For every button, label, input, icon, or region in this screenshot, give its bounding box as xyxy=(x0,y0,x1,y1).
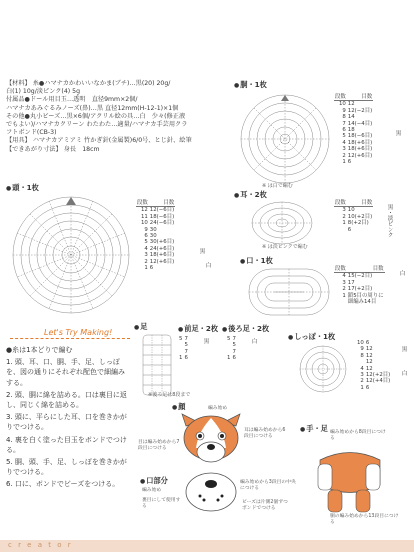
table-row: 3 17 xyxy=(342,279,355,286)
mouth-color: 白 xyxy=(398,270,405,276)
mouth-stitch-diagram xyxy=(246,266,332,318)
leg-stitch-diagram xyxy=(140,332,174,398)
body-note: ※ は白で編む xyxy=(262,183,293,189)
ear-note: ※ は淡ピンクで編む xyxy=(262,244,308,250)
mouth-part-illustration xyxy=(184,470,238,514)
steps-divider xyxy=(10,338,130,339)
table-row: 2 12(+6目) xyxy=(144,258,175,265)
materials-block xyxy=(6,80,231,154)
footer-text: c r e a t o r xyxy=(8,541,73,549)
table-row: 8 14 xyxy=(342,114,355,121)
back-leg-table xyxy=(226,336,237,362)
face-note-eyes: 目は編み始めから7段目につける xyxy=(138,440,180,451)
table-row: 5 18(−6目) xyxy=(342,133,373,140)
body-stitch-diagram xyxy=(236,92,334,186)
table-row: 11 18(−6目) xyxy=(140,213,175,220)
col-header: 段数 xyxy=(335,266,346,272)
table-row: 1 鎖5目の周りに xyxy=(342,292,384,299)
mouth-assembly-label: ● 口部分 xyxy=(140,476,168,486)
materials-line: その他●丸小ビーズ…黒×6個/アクリル絵の具…白 少々(修正液 xyxy=(6,112,186,120)
col-header: 目数 xyxy=(347,94,373,101)
steps-title: Let's Try Making! xyxy=(44,328,113,337)
back-leg-title: ● 後ろ足・2枚 xyxy=(222,324,269,334)
table-row: 10 12 xyxy=(338,101,355,108)
dog-face-illustration xyxy=(180,412,242,468)
back-leg-color: 白 xyxy=(250,338,257,344)
body-row-table xyxy=(334,94,373,165)
table-row: 2 10(+2目) xyxy=(342,213,373,220)
body-title: ● 胴・1枚 xyxy=(234,80,267,90)
table-row: 1 8(+2目) xyxy=(342,220,369,227)
head-color-white: 白 xyxy=(204,262,211,268)
leg-note: ※後ろ足は8段まで xyxy=(148,392,191,398)
tail-color-white: 白 xyxy=(400,370,407,376)
tail-title: ● しっぽ・1枚 xyxy=(288,332,335,342)
mouth-note-start: 編み始め xyxy=(142,488,162,493)
table-row: 4 24(+6目) xyxy=(144,245,175,252)
table-row: 2 17(+2目) xyxy=(342,286,373,293)
table-row: 2 12(+4目) xyxy=(360,378,391,385)
table-row: 12 xyxy=(365,359,373,366)
head-color-black: 黒 xyxy=(198,248,205,254)
materials-line: 【用具】 ハマナカアミアミ 竹かぎ針(金属製)6/0号、とじ針、絵筆 xyxy=(6,137,192,145)
col-header: 目数 xyxy=(149,200,175,207)
ear-color: 黒・淡ピンク xyxy=(386,204,393,238)
mouth-note-reverse: 裏目にして使用する xyxy=(142,498,181,509)
table-row: 5 xyxy=(232,342,236,349)
ear-stitch-diagram xyxy=(250,200,314,246)
table-row: 6 xyxy=(347,226,352,233)
table-row: 7 xyxy=(184,348,188,355)
body-limbs-illustration xyxy=(300,440,400,520)
table-row: 12 12(−6目) xyxy=(140,207,175,214)
step-item: 2. 頭、胴に綿を詰める。口は裏目に返し、同じく綿を詰める。 xyxy=(6,390,127,410)
ear-title: ● 耳・2枚 xyxy=(234,190,267,200)
table-row: 2 12(+6目) xyxy=(342,152,373,159)
tail-row-table xyxy=(356,340,391,391)
front-leg-title: ● 前足・2枚 xyxy=(178,324,218,334)
steps-list xyxy=(6,345,130,490)
mouth-note-beads: ビーズは片側2個ずつボンドでつける xyxy=(242,500,288,511)
table-row: 6 18 xyxy=(342,127,355,134)
table-row: 3 18(+6目) xyxy=(144,252,175,259)
hand-leg-label: ● 手・足 xyxy=(300,424,328,434)
table-row: 9 12 xyxy=(360,346,373,353)
table-row: 細編み14目 xyxy=(347,299,377,306)
table-row: 5 7 xyxy=(227,336,236,342)
col-header: 段数 xyxy=(137,200,148,206)
table-row: 10 6 xyxy=(357,340,370,346)
front-leg-table xyxy=(178,336,189,362)
step-item: 1. 頭、耳、口、胴、手、足、しっぽを、図の通りにそれぞれ配色で細編みする。 xyxy=(6,358,125,387)
step-item: ●糸は1本どりで編む xyxy=(6,346,73,354)
tail-stitch-diagram xyxy=(298,344,348,394)
table-row: 3 10 xyxy=(342,207,355,214)
table-row: 1 6 xyxy=(360,384,370,391)
leg-title: ● 足 xyxy=(134,322,147,332)
table-row: 1 6 xyxy=(342,159,352,166)
table-row: 7 xyxy=(232,348,236,355)
table-row: 8 12 xyxy=(360,352,373,359)
mouth-note-center: 編み始めから3段目の中央につける xyxy=(240,480,296,491)
materials-line: でもよい)/ハマナカクリーン わたわた…適量/ハマナカ手芸用クラ xyxy=(6,121,188,129)
col-header: 段数 xyxy=(335,200,346,206)
head-title: ● 頭・1枚 xyxy=(6,183,39,193)
face-note-start: 編み始め xyxy=(208,406,228,411)
materials-line: 【できあがり寸法】 身長 18cm xyxy=(6,145,100,153)
materials-line: 付属品●ドール用目玉…透明 直径9mm×2個/ xyxy=(6,96,138,104)
table-row: 4 15(−2目) xyxy=(342,273,373,280)
tail-color-black: 黒 xyxy=(400,346,407,352)
table-row: 4 12 xyxy=(360,365,373,372)
table-row: 1 6 xyxy=(227,355,236,362)
hand-note-row8: 編み始めから8段目につける xyxy=(330,430,386,441)
table-row: 3 12(+2目) xyxy=(360,372,391,379)
step-item: 3. 頭に、平らにした耳、口を巻きかがりでつける。 xyxy=(6,413,127,432)
face-note-ears: 耳は編み始めから6段目につける xyxy=(244,428,286,439)
head-row-table xyxy=(136,200,175,271)
face-label: ● 顔 xyxy=(172,402,185,412)
table-row: 4 18(+6目) xyxy=(342,139,373,146)
mouth-title: ● 口・1枚 xyxy=(240,256,273,266)
mouth-row-table xyxy=(334,266,385,305)
table-row: 7 14(−4目) xyxy=(342,120,373,127)
body-color-black: 黒 xyxy=(394,130,401,136)
table-row: 6 30 xyxy=(144,233,157,240)
table-row: 1 6 xyxy=(179,355,188,362)
table-row: 5 30(+6目) xyxy=(144,239,175,246)
materials-line: 【材料】 糸●ハマナカかわいいなかま(ブチ)…黒(20) 20g/ xyxy=(6,80,171,87)
step-item: 5. 胴、頭、手、足、しっぽを巻きかがりでつける。 xyxy=(6,458,127,477)
col-header: 目数 xyxy=(347,266,385,273)
col-header: 目数 xyxy=(347,200,373,207)
front-leg-color: 黒 xyxy=(202,338,209,344)
table-row: 3 18(+6目) xyxy=(342,146,373,153)
table-row: 1 6 xyxy=(144,265,154,272)
ear-row-table xyxy=(334,200,373,233)
head-stitch-diagram xyxy=(6,193,136,318)
table-row: 9 30 xyxy=(144,226,157,233)
table-row: 9 12(−2目) xyxy=(342,107,373,114)
hand-note-row13: 胴の編み始めから13段目につける xyxy=(330,514,399,525)
step-item: 4. 裏を白く塗った目玉をボンドでつける。 xyxy=(6,435,127,454)
table-row: 5 xyxy=(184,342,188,349)
table-row: 10 24(−6目) xyxy=(140,220,175,227)
materials-line: 白(1) 10g/淡ピンク(4) 5g xyxy=(6,88,81,96)
materials-line: フトボンド(CB-3) xyxy=(6,129,57,137)
table-row: 5 7 xyxy=(179,336,188,342)
materials-line: ハマナカあみぐるみノーズ(鼻)…黒 直径12mm(H-12-1)×1個 xyxy=(6,104,179,112)
col-header: 段数 xyxy=(335,94,346,100)
step-item: 6. 口に、ボンドでビーズをつける。 xyxy=(6,480,120,489)
